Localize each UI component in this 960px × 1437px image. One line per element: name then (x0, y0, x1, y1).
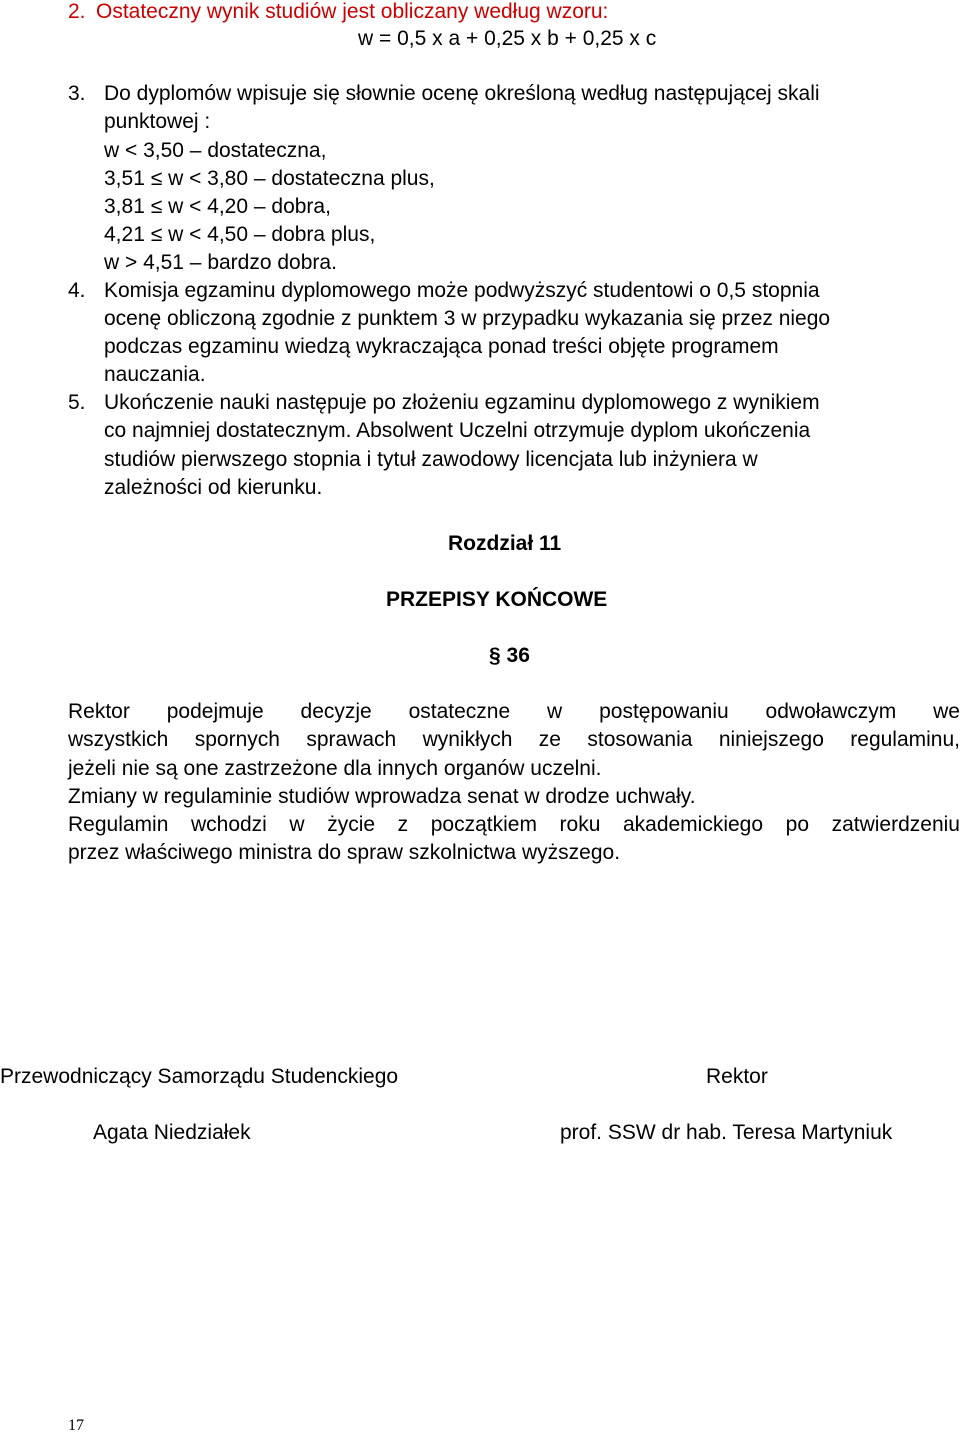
final-text-line: Zmiany w regulaminie studiów wprowadza senat w drodze uchwały. (68, 785, 696, 808)
item-number-5: 5. (68, 391, 86, 414)
scale-entry: w < 3,50 – dostateczna, (104, 139, 327, 162)
item-number-3: 3. (68, 82, 86, 105)
item-5-line: zależności od kierunku. (104, 476, 323, 499)
item-2-text: Ostateczny wynik studiów jest obliczany według wzoru: (96, 0, 609, 23)
final-text-line: Regulamin wchodzi w życie z początkiem roku akademickiego po zatwierdzeniu (68, 813, 960, 836)
signature-right-name: prof. SSW dr hab. Teresa Martyniuk (560, 1121, 893, 1144)
item-number-4: 4. (68, 279, 86, 302)
final-text-line: Rektor podejmuje decyzje ostateczne w postępowaniu odwoławczym we (68, 700, 960, 723)
chapter-title: Rozdział 11 (448, 532, 562, 555)
scale-entry: 3,81 ≤ w < 4,20 – dobra, (104, 195, 331, 218)
signature-left-role: Przewodniczący Samorządu Studenckiego (0, 1065, 399, 1088)
final-text-line: przez właściwego ministra do spraw szkolnictwa wyższego. (68, 841, 621, 864)
scale-entry: 3,51 ≤ w < 3,80 – dostateczna plus, (104, 167, 435, 190)
scale-entry: w > 4,51 – bardzo dobra. (104, 251, 337, 274)
chapter-subtitle: PRZEPISY KOŃCOWE (386, 588, 608, 611)
item-3-line-2: punktowej : (104, 110, 211, 133)
item-4-line: ocenę obliczoną zgodnie z punktem 3 w przypadku wykazania się przez niego (104, 307, 831, 330)
item-4-line: podczas egzaminu wiedzą wykraczająca ponad treści objęte programem (104, 335, 779, 358)
item-5-line: studiów pierwszego stopnia i tytuł zawodowy licencjata lub inżyniera w (104, 448, 758, 471)
final-text-line: jeżeli nie są one zastrzeżone dla innych organów uczelni. (68, 757, 602, 780)
item-4-line: Komisja egzaminu dyplomowego może podwyższyć studentowi o 0,5 stopnia (104, 279, 820, 302)
page-number: 17 (68, 1417, 84, 1434)
scale-entry: 4,21 ≤ w < 4,50 – dobra plus, (104, 223, 376, 246)
grade-formula: w = 0,5 x a + 0,25 x b + 0,25 x c (358, 27, 657, 50)
item-5-line: Ukończenie nauki następuje po złożeniu egzaminu dyplomowego z wynikiem (104, 391, 820, 414)
item-4-line: nauczania. (104, 363, 206, 386)
item-5-line: co najmniej dostatecznym. Absolwent Uczelni otrzymuje dyplom ukończenia (104, 419, 811, 442)
item-number-2: 2. (68, 0, 86, 23)
signature-left-name: Agata Niedziałek (93, 1121, 251, 1144)
item-3-line-1: Do dyplomów wpisuje się słownie ocenę określoną według następującej skali (104, 82, 820, 105)
final-text-line: wszystkich spornych sprawach wynikłych ze stosowania niniejszego regulaminu, (68, 728, 960, 751)
paragraph-number: § 36 (489, 644, 530, 667)
signature-right-role: Rektor (706, 1065, 768, 1088)
